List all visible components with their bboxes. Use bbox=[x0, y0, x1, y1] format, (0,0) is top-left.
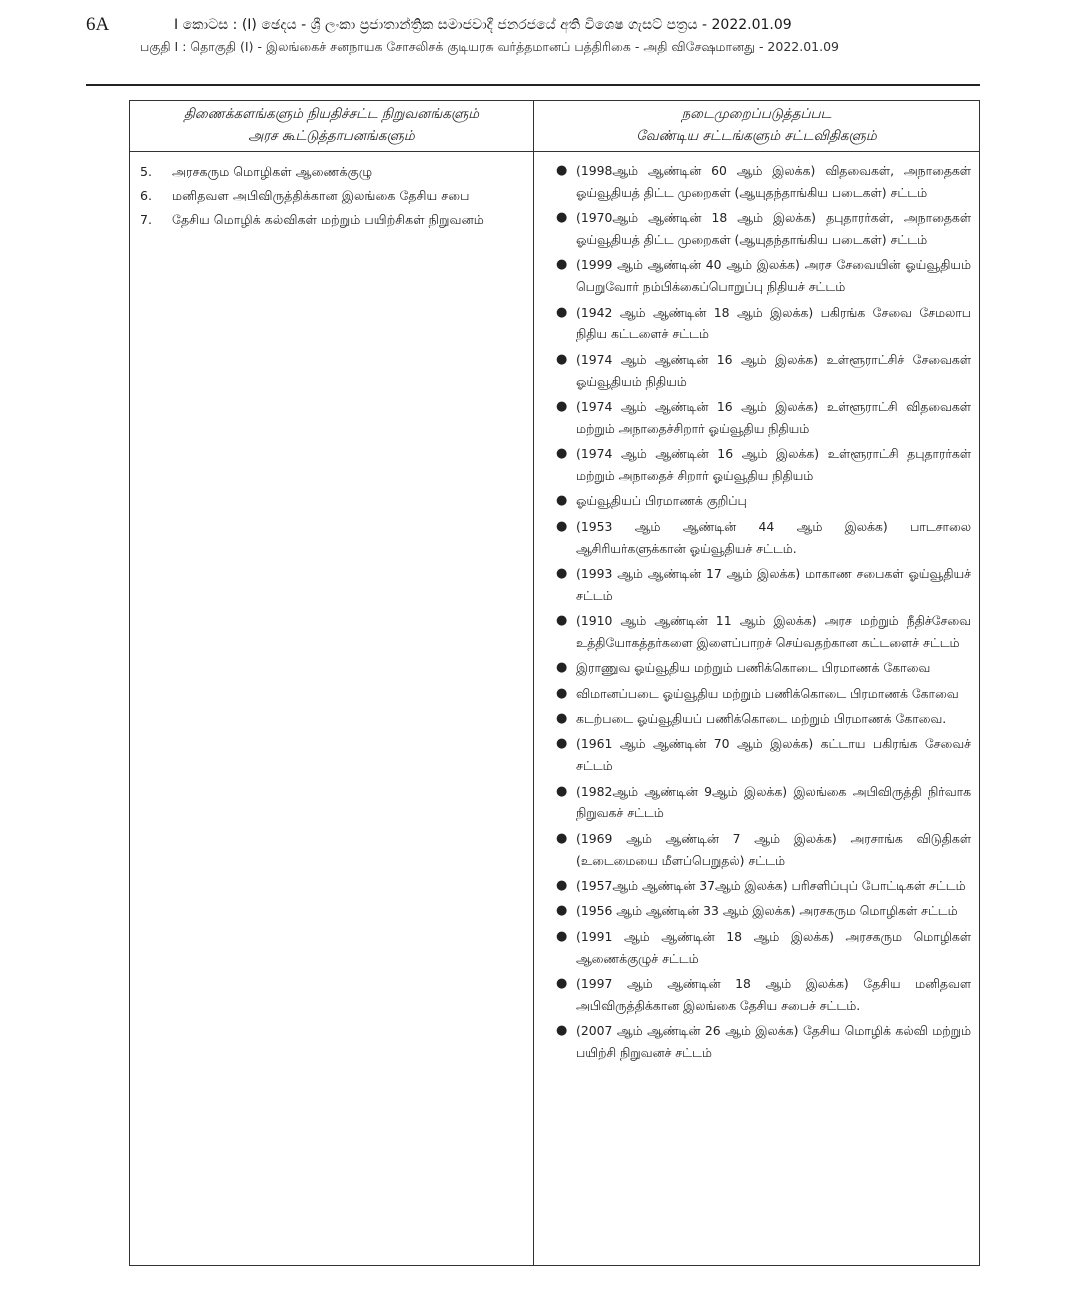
list-item bbox=[556, 781, 971, 825]
table-body-row bbox=[130, 152, 980, 1266]
list-item bbox=[556, 207, 971, 251]
list-item bbox=[556, 733, 971, 777]
bullet-icon: ● bbox=[556, 351, 568, 367]
law-text: (1970ஆம் ஆண்டின் 18 ஆம் இலக்க) தபுதாரர்கள், அநாதைகள் ஓய்வூதியத் திட்ட முறைகள் (ஆயுதந்தாங்கிய படைகள்) சட்டம் bbox=[576, 210, 971, 247]
list-item bbox=[556, 490, 971, 512]
institution-name: மனிதவள அபிவிருத்திக்கான இலங்கை தேசிய சபை bbox=[172, 188, 470, 203]
item-number: 6. bbox=[140, 188, 153, 203]
list-item bbox=[556, 516, 971, 560]
law-text: (1910 ஆம் ஆண்டின் 11 ஆம் இலக்க) அரச மற்றும் நீதிச்சேவை உத்தியோகத்தர்களை இளைப்பாறச் செய்வதற்கான கட்டளைச் சட்டம் bbox=[576, 613, 971, 650]
law-text: (1942 ஆம் ஆண்டின் 18 ஆம் இலக்க) பகிரங்க சேவை சேமலாப நிதிய கட்டளைச் சட்டம் bbox=[576, 304, 971, 342]
law-text: (1982ஆம் ஆண்டின் 9ஆம் இலக்க) இலங்கை அபிவிருத்தி நிர்வாக நிறுவகச் சட்டம் bbox=[576, 783, 971, 821]
col1-header-line1: திணைக்களங்களும் நியதிச்சட்ட நிறுவனங்களும் bbox=[183, 106, 480, 122]
bullet-icon: ● bbox=[556, 257, 568, 273]
law-text: (1997 ஆம் ஆண்டின் 18 ஆம் இலக்க) தேசிய மனிதவள அபிவிருத்திக்கான இலங்கை தேசிய சபைச் சட்டம். bbox=[576, 975, 971, 1013]
col2-header-line1: நடைமுறைப்படுத்தப்பட bbox=[681, 106, 832, 122]
sinhala-gazette-title: I කොටස : (I) ඡෙදය - ශ්‍රී ලංකා ප්‍රජාතාන්ත්‍රික සමාජවාදී ජනරජයේ අති විශෙෂ ගැසට් පත්‍රය - 2022.01.09 bbox=[174, 17, 792, 33]
col1-header-line2: அரச கூட்டுத்தாபனங்களும் bbox=[248, 128, 415, 144]
list-item bbox=[556, 396, 971, 440]
bullet-icon: ● bbox=[556, 711, 568, 727]
bullet-icon: ● bbox=[556, 518, 568, 534]
list-item bbox=[556, 349, 971, 393]
list-item bbox=[556, 828, 971, 872]
law-text: (1974 ஆம் ஆண்டின் 16 ஆம் இலக்க) உள்ளூராட்சி விதவைகள் மற்றும் அநாதைச்சிறார் ஓய்வூதிய நிதியம் bbox=[576, 398, 971, 436]
list-item bbox=[140, 184, 527, 208]
bullet-icon: ● bbox=[556, 878, 568, 893]
law-text: (1974 ஆம் ஆண்டின் 16 ஆம் இலக்க) உள்ளூராட்சிச் சேவைகள் ஓய்வூதியம் நிதியம் bbox=[576, 351, 971, 389]
bullet-icon: ● bbox=[556, 660, 568, 676]
list-item bbox=[556, 900, 971, 922]
law-text: (1953 ஆம் ஆண்டின் 44 ஆம் இலக்க) பாடசாலை ஆசிரியர்களுக்கான் ஓய்வூதியச் சட்டம். bbox=[576, 518, 971, 556]
law-text: (1969 ஆம் ஆண்டின் 7 ஆம் இலக்க) அரசாங்க விடுதிகள் (உடைமையை மீளப்பெறுதல்) சட்டம் bbox=[576, 830, 971, 868]
bullet-icon: ● bbox=[556, 1023, 568, 1039]
tamil-gazette-title: பகுதி I : தொகுதி (I) - இலங்கைச் சனநாயக சோசலிசக் குடியரசு வர்த்தமானப் பத்திரிகை - அதி விசேஷமானது - 2022.01.09 bbox=[140, 39, 840, 54]
bullet-icon: ● bbox=[556, 685, 568, 701]
list-item bbox=[556, 254, 971, 298]
institution-name: தேசிய மொழிக் கல்விகள் மற்றும் பயிற்சிகள் நிறுவனம் bbox=[172, 212, 484, 227]
bullet-icon: ● bbox=[556, 783, 568, 799]
table-header-row bbox=[130, 101, 980, 152]
law-text: (1999 ஆம் ஆண்டின் 40 ஆம் இலக்க) அரச சேவையின் ஓய்வூதியம் பெறுவோர் நம்பிக்கைப்பொறுப்பு நிதியச் சட்டம் bbox=[576, 257, 971, 295]
laws-list bbox=[556, 160, 971, 1064]
list-item bbox=[556, 1020, 971, 1064]
institution-name: அரசகரும மொழிகள் ஆணைக்குழு bbox=[172, 164, 373, 179]
law-text: இராணுவ ஓய்வூதிய மற்றும் பணிக்கொடை பிரமாணக் கோவை bbox=[576, 660, 931, 676]
list-item bbox=[556, 657, 971, 679]
list-item bbox=[556, 563, 971, 607]
bullet-icon: ● bbox=[556, 163, 568, 178]
law-text: விமானப்படை ஓய்வூதிய மற்றும் பணிக்கொடை பிரமாணக் கோவை bbox=[576, 685, 959, 701]
bullet-icon: ● bbox=[556, 830, 568, 846]
law-text: (1956 ஆம் ஆண்டின் 33 ஆம் இலக்க) அரசகரும மொழிகள் சட்டம் bbox=[576, 903, 958, 919]
law-text: (2007 ஆம் ஆண்டின் 26 ஆம் இலக்க) தேசிய மொழிக் கல்வி மற்றும் பயிற்சி நிறுவனச் சட்டம் bbox=[576, 1023, 971, 1060]
list-item bbox=[556, 610, 971, 654]
page-number: 6A bbox=[86, 14, 110, 35]
list-item bbox=[556, 160, 971, 204]
law-text: ஓய்வூதியப் பிரமாணக் குறிப்பு bbox=[576, 493, 747, 509]
law-text: கடற்படை ஓய்வூதியப் பணிக்கொடை மற்றும் பிரமாணக் கோவை. bbox=[576, 711, 947, 727]
list-item bbox=[556, 302, 971, 346]
list-item bbox=[556, 875, 971, 897]
bullet-icon: ● bbox=[556, 398, 568, 414]
law-text: (1993 ஆம் ஆண்டின் 17 ஆம் இலக்க) மாகாண சபைகள் ஓய்வூதியச் சட்டம் bbox=[576, 565, 971, 603]
law-text: (1957ஆம் ஆண்டின் 37ஆம் இலக்க) பரிசளிப்புப் போட்டிகள் சட்டம் bbox=[576, 878, 966, 893]
bullet-icon: ● bbox=[556, 928, 568, 944]
bullet-icon: ● bbox=[556, 903, 568, 919]
gazette-table bbox=[129, 100, 980, 1266]
column-header-laws bbox=[534, 101, 980, 152]
law-text: (1998ஆம் ஆண்டின் 60 ஆம் இலக்க) விதவைகள், அநாதைகள் ஓய்வூதியத் திட்ட முறைகள் (ஆயுதந்தாங்கிய படைகள்) சட்டம் bbox=[576, 163, 971, 200]
law-text: (1991 ஆம் ஆண்டின் 18 ஆம் இலக்க) அரசகரும மொழிகள் ஆணைக்குழுச் சட்டம் bbox=[576, 928, 971, 966]
item-number: 5. bbox=[140, 164, 153, 179]
law-text: (1974 ஆம் ஆண்டின் 16 ஆம் இலக்க) உள்ளூராட்சி தபுதாரர்கள் மற்றும் அநாதைச் சிறார் ஓய்வூதிய நிதியம் bbox=[576, 446, 971, 483]
bullet-icon: ● bbox=[556, 446, 568, 462]
bullet-icon: ● bbox=[556, 975, 568, 991]
list-item bbox=[556, 926, 971, 970]
column-header-institutions bbox=[130, 101, 534, 152]
bullet-icon: ● bbox=[556, 565, 568, 581]
bullet-icon: ● bbox=[556, 613, 568, 629]
institutions-cell bbox=[130, 152, 534, 1266]
list-item bbox=[556, 443, 971, 487]
bullet-icon: ● bbox=[556, 304, 568, 320]
list-item bbox=[556, 973, 971, 1017]
bullet-icon: ● bbox=[556, 210, 568, 226]
laws-cell bbox=[534, 152, 980, 1266]
item-number: 7. bbox=[140, 212, 153, 227]
law-text: (1961 ஆம் ஆண்டின் 70 ஆம் இலக்க) கட்டாய பகிரங்க சேவைச் சட்டம் bbox=[576, 736, 971, 774]
list-item bbox=[556, 683, 971, 705]
col2-header-line2: வேண்டிய சட்டங்களும் சட்டவிதிகளும் bbox=[636, 128, 877, 144]
list-item bbox=[140, 160, 527, 184]
institutions-list bbox=[140, 160, 527, 232]
bullet-icon: ● bbox=[556, 493, 568, 509]
bullet-icon: ● bbox=[556, 736, 568, 752]
header-divider bbox=[86, 84, 980, 86]
list-item bbox=[556, 708, 971, 730]
list-item bbox=[140, 208, 527, 232]
